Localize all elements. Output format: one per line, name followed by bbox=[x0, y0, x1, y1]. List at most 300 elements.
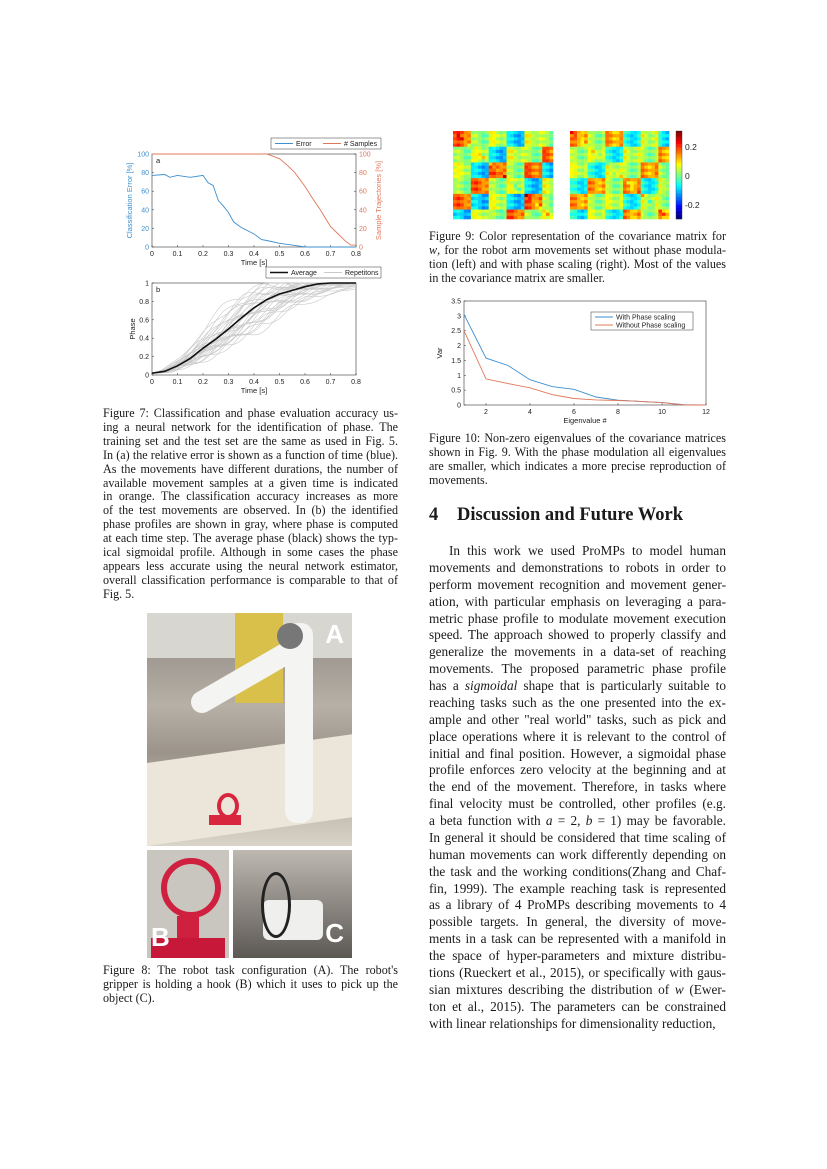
heatmap-right bbox=[570, 131, 669, 219]
heatmap-cell bbox=[609, 178, 613, 181]
heatmap-cell bbox=[662, 213, 666, 216]
heatmap-cell bbox=[499, 156, 503, 159]
heatmap-cell bbox=[489, 188, 493, 191]
heatmap-cell bbox=[598, 184, 602, 187]
colorbar-segment bbox=[676, 182, 682, 184]
heatmap-cell bbox=[662, 144, 666, 147]
heatmap-cell bbox=[634, 213, 638, 216]
heatmap-cell bbox=[655, 137, 659, 140]
heatmap-cell bbox=[598, 144, 602, 147]
heatmap-cell bbox=[521, 188, 525, 191]
heatmap-cell bbox=[641, 178, 645, 181]
heatmap-cell bbox=[460, 213, 464, 216]
heatmap-cell bbox=[503, 144, 507, 147]
heatmap-cell bbox=[612, 134, 616, 137]
heatmap-cell bbox=[605, 210, 609, 213]
heatmap-cell bbox=[542, 137, 546, 140]
heatmap-cell bbox=[616, 188, 620, 191]
heatmap-cell bbox=[574, 140, 578, 143]
heatmap-cell bbox=[598, 140, 602, 143]
heatmap-cell bbox=[474, 184, 478, 187]
y-tick-label: 2.5 bbox=[451, 328, 461, 336]
heatmap-cell bbox=[577, 197, 581, 200]
heatmap-cell bbox=[507, 197, 511, 200]
heatmap-cell bbox=[574, 166, 578, 169]
heatmap-cell bbox=[460, 178, 464, 181]
heatmap-cell bbox=[634, 153, 638, 156]
heatmap-cell bbox=[637, 166, 641, 169]
heatmap-cell bbox=[634, 216, 638, 219]
heatmap-cell bbox=[634, 144, 638, 147]
text-line: ton et al., 2015). The parameters can be constrained bbox=[429, 998, 726, 1014]
heatmap-cell bbox=[665, 172, 669, 175]
heatmap-cell bbox=[532, 166, 536, 169]
heatmap-cell bbox=[453, 140, 457, 143]
heatmap-cell bbox=[577, 166, 581, 169]
heatmap-cell bbox=[464, 194, 468, 197]
heatmap-cell bbox=[595, 137, 599, 140]
heatmap-cell bbox=[549, 131, 553, 134]
text-line: as a library of 4 ProMPs describing movements to 4 bbox=[429, 897, 726, 913]
heatmap-cell bbox=[460, 131, 464, 134]
x-axis-label: Time [s] bbox=[240, 258, 268, 267]
heatmap-cell bbox=[662, 156, 666, 159]
heatmap-cell bbox=[474, 178, 478, 181]
heatmap-cell bbox=[514, 134, 518, 137]
text-line: w, for the robot arm movements set without phase modula- bbox=[429, 242, 726, 257]
heatmap-cell bbox=[467, 203, 471, 206]
heatmap-cell bbox=[474, 150, 478, 153]
heatmap-cell bbox=[528, 175, 532, 178]
heatmap-cell bbox=[627, 175, 631, 178]
heatmap-cell bbox=[496, 159, 500, 162]
colorbar-segment bbox=[676, 197, 682, 199]
heatmap-cell bbox=[539, 216, 543, 219]
heatmap-cell bbox=[510, 137, 514, 140]
heatmap-cell bbox=[457, 200, 461, 203]
heatmap-cell bbox=[641, 156, 645, 159]
heatmap-cell bbox=[658, 213, 662, 216]
heatmap-cell bbox=[532, 137, 536, 140]
heatmap-cell bbox=[485, 206, 489, 209]
text-line: has a sigmoidal shape that is particularly suitable to bbox=[429, 678, 727, 693]
heatmap-cell bbox=[616, 194, 620, 197]
heatmap-cell bbox=[609, 162, 613, 165]
heatmap-cell bbox=[602, 131, 606, 134]
heatmap-cell bbox=[524, 172, 528, 175]
heatmap-cell bbox=[570, 206, 574, 209]
heatmap-cell bbox=[499, 200, 503, 203]
heatmap-cell bbox=[549, 150, 553, 153]
heatmap-cell bbox=[489, 194, 493, 197]
heatmap-cell bbox=[584, 137, 588, 140]
x-tick-label: 0.4 bbox=[249, 251, 259, 258]
heatmap-cell bbox=[467, 210, 471, 213]
heatmap-cell bbox=[535, 144, 539, 147]
heatmap-cell bbox=[485, 140, 489, 143]
heatmap-cell bbox=[605, 134, 609, 137]
heatmap-cell bbox=[637, 194, 641, 197]
heatmap-cell bbox=[588, 178, 592, 181]
heatmap-cell bbox=[602, 134, 606, 137]
heatmap-cell bbox=[539, 178, 543, 181]
heatmap-cell bbox=[528, 140, 532, 143]
heatmap-cell bbox=[535, 191, 539, 194]
y-tick-label: 100 bbox=[137, 151, 149, 159]
heatmap-cell bbox=[574, 150, 578, 153]
heatmap-cell bbox=[595, 153, 599, 156]
heatmap-cell bbox=[574, 210, 578, 213]
heatmap-cell bbox=[630, 188, 634, 191]
heatmap-cell bbox=[612, 188, 616, 191]
heatmap-cell bbox=[496, 188, 500, 191]
heatmap-cell bbox=[542, 197, 546, 200]
heatmap-cell bbox=[641, 144, 645, 147]
heatmap-cell bbox=[581, 166, 585, 169]
heatmap-cell bbox=[662, 216, 666, 219]
heatmap-cell bbox=[655, 150, 659, 153]
heatmap-cell bbox=[637, 147, 641, 150]
heatmap-cell bbox=[517, 203, 521, 206]
heatmap-cell bbox=[539, 137, 543, 140]
heatmap-cell bbox=[602, 156, 606, 159]
heatmap-cell bbox=[665, 131, 669, 134]
heatmap-cell bbox=[514, 162, 518, 165]
heatmap-cell bbox=[492, 178, 496, 181]
heatmap-cell bbox=[609, 191, 613, 194]
heatmap-cell bbox=[577, 188, 581, 191]
heatmap-cell bbox=[485, 200, 489, 203]
heatmap-cell bbox=[485, 166, 489, 169]
heatmap-cell bbox=[539, 153, 543, 156]
heatmap-cell bbox=[648, 166, 652, 169]
heatmap-cell bbox=[665, 203, 669, 206]
heatmap-cell bbox=[507, 131, 511, 134]
heatmap-cell bbox=[605, 147, 609, 150]
colorbar-segment bbox=[676, 206, 682, 208]
heatmap-cell bbox=[598, 213, 602, 216]
heatmap-cell bbox=[546, 194, 550, 197]
heatmap-cell bbox=[591, 203, 595, 206]
heatmap-cell bbox=[464, 162, 468, 165]
heatmap-cell bbox=[630, 172, 634, 175]
heatmap-cell bbox=[485, 216, 489, 219]
heatmap-cell bbox=[532, 172, 536, 175]
heatmap-cell bbox=[471, 131, 475, 134]
heatmap-cell bbox=[474, 144, 478, 147]
heatmap-cell bbox=[570, 144, 574, 147]
heatmap-cell bbox=[517, 169, 521, 172]
heatmap-cell bbox=[478, 153, 482, 156]
text-line: tion (left) and with phase scaling (right). Most of the values bbox=[429, 256, 726, 271]
heatmap-cell bbox=[655, 175, 659, 178]
heatmap-cell bbox=[499, 131, 503, 134]
heatmap-cell bbox=[539, 159, 543, 162]
heatmap-cell bbox=[474, 159, 478, 162]
heatmap-cell bbox=[460, 134, 464, 137]
heatmap-cell bbox=[457, 203, 461, 206]
heatmap-cell bbox=[528, 131, 532, 134]
heatmap-cell bbox=[637, 175, 641, 178]
heatmap-cell bbox=[588, 172, 592, 175]
heatmap-cell bbox=[521, 172, 525, 175]
heatmap-cell bbox=[489, 159, 493, 162]
heatmap-cell bbox=[514, 166, 518, 169]
heatmap-cell bbox=[658, 175, 662, 178]
heatmap-cell bbox=[584, 153, 588, 156]
heatmap-cell bbox=[620, 147, 624, 150]
text-line: are smaller, which indicates a more precise reproduction of bbox=[429, 458, 726, 473]
heatmap-cell bbox=[627, 131, 631, 134]
heatmap-cell bbox=[510, 203, 514, 206]
heatmap-cell bbox=[499, 134, 503, 137]
heatmap-cell bbox=[612, 166, 616, 169]
heatmap-cell bbox=[577, 169, 581, 172]
heatmap-cell bbox=[595, 200, 599, 203]
heatmap-cell bbox=[620, 131, 624, 134]
heatmap-cell bbox=[546, 166, 550, 169]
heatmap-cell bbox=[503, 150, 507, 153]
heatmap-cell bbox=[627, 153, 631, 156]
heatmap-cell bbox=[630, 213, 634, 216]
heatmap-cell bbox=[598, 150, 602, 153]
heatmap-cell bbox=[492, 134, 496, 137]
heatmap-cell bbox=[609, 184, 613, 187]
heatmap-cell bbox=[574, 200, 578, 203]
heatmap-cell bbox=[532, 194, 536, 197]
heatmap-cell bbox=[496, 134, 500, 137]
heatmap-cell bbox=[460, 169, 464, 172]
heatmap-cell bbox=[574, 194, 578, 197]
heatmap-cell bbox=[570, 169, 574, 172]
heatmap-cell bbox=[521, 153, 525, 156]
heatmap-cell bbox=[655, 131, 659, 134]
heatmap-cell bbox=[630, 191, 634, 194]
heatmap-cell bbox=[602, 200, 606, 203]
heatmap-cell bbox=[644, 134, 648, 137]
heatmap-cell bbox=[546, 144, 550, 147]
heatmap-cell bbox=[546, 203, 550, 206]
heatmap-cell bbox=[581, 169, 585, 172]
heatmap-cell bbox=[478, 166, 482, 169]
heatmap-cell bbox=[612, 140, 616, 143]
heatmap-cell bbox=[598, 203, 602, 206]
heatmap-cell bbox=[492, 156, 496, 159]
heatmap-cell bbox=[574, 216, 578, 219]
heatmap-cell bbox=[588, 156, 592, 159]
heatmap-cell bbox=[630, 203, 634, 206]
heatmap-cell bbox=[485, 188, 489, 191]
heatmap-cell bbox=[637, 169, 641, 172]
text-line: of the test movements are observed. In (b) the identified bbox=[103, 503, 398, 518]
heatmap-cell bbox=[478, 184, 482, 187]
heatmap-cell bbox=[499, 210, 503, 213]
heatmap-cell bbox=[644, 181, 648, 184]
heatmap-cell bbox=[598, 131, 602, 134]
heatmap-cell bbox=[496, 210, 500, 213]
heatmap-cell bbox=[570, 216, 574, 219]
heatmap-cell bbox=[471, 140, 475, 143]
colorbar-segment bbox=[676, 157, 682, 159]
x-tick-label: 0.2 bbox=[198, 379, 208, 386]
heatmap-cell bbox=[485, 184, 489, 187]
heatmap-cell bbox=[662, 140, 666, 143]
heatmap-cell bbox=[584, 140, 588, 143]
heatmap-cell bbox=[510, 140, 514, 143]
heatmap-cell bbox=[453, 131, 457, 134]
heatmap-cell bbox=[478, 162, 482, 165]
heatmap-cell bbox=[489, 134, 493, 137]
heatmap-cell bbox=[482, 131, 486, 134]
heatmap-cell bbox=[524, 156, 528, 159]
heatmap-cell bbox=[532, 210, 536, 213]
heatmap-cell bbox=[489, 144, 493, 147]
section-title: Discussion and Future Work bbox=[457, 505, 684, 525]
heatmap-cell bbox=[616, 210, 620, 213]
heatmap-cell bbox=[612, 144, 616, 147]
heatmap-cell bbox=[535, 210, 539, 213]
heatmap-cell bbox=[464, 210, 468, 213]
heatmap-cell bbox=[620, 159, 624, 162]
heatmap-cell bbox=[546, 175, 550, 178]
heatmap-cell bbox=[581, 137, 585, 140]
heatmap-cell bbox=[588, 144, 592, 147]
heatmap-cell bbox=[485, 178, 489, 181]
heatmap-cell bbox=[464, 134, 468, 137]
heatmap-cell bbox=[528, 210, 532, 213]
colorbar-segment bbox=[676, 168, 682, 170]
heatmap-cell bbox=[602, 169, 606, 172]
heatmap-cell bbox=[457, 153, 461, 156]
heatmap-cell bbox=[620, 166, 624, 169]
y-tick-label: 1 bbox=[457, 372, 461, 380]
heatmap-cell bbox=[503, 159, 507, 162]
heatmap-cell bbox=[662, 162, 666, 165]
heatmap-cell bbox=[503, 210, 507, 213]
heatmap-cell bbox=[641, 206, 645, 209]
heatmap-cell bbox=[492, 131, 496, 134]
heatmap-cell bbox=[514, 200, 518, 203]
heatmap-cell bbox=[471, 184, 475, 187]
heatmap-cell bbox=[616, 159, 620, 162]
heatmap-cell bbox=[577, 156, 581, 159]
text-line: phase profiles are shown in gray, where phase is computed bbox=[103, 517, 398, 532]
colorbar-segment bbox=[676, 212, 682, 214]
heatmap-cell bbox=[637, 156, 641, 159]
heatmap-cell bbox=[665, 156, 669, 159]
heatmap-cell bbox=[637, 134, 641, 137]
heatmap-cell bbox=[637, 200, 641, 203]
heatmap-cell bbox=[602, 144, 606, 147]
heatmap-cell bbox=[485, 162, 489, 165]
heatmap-cell bbox=[478, 169, 482, 172]
heatmap-cell bbox=[605, 184, 609, 187]
heatmap-cell bbox=[467, 213, 471, 216]
heatmap-cell bbox=[637, 210, 641, 213]
x-tick-label: 0.3 bbox=[223, 251, 234, 258]
heatmap-cell bbox=[492, 188, 496, 191]
heatmap-cell bbox=[598, 147, 602, 150]
heatmap-cell bbox=[609, 216, 613, 219]
heatmap-cell bbox=[471, 137, 475, 140]
heatmap-cell bbox=[605, 188, 609, 191]
heatmap-cell bbox=[574, 181, 578, 184]
heatmap-cell bbox=[602, 181, 606, 184]
heatmap-cell bbox=[651, 147, 655, 150]
heatmap-cell bbox=[602, 178, 606, 181]
text-line: sian mixtures describing the distribution of w (Ewer- bbox=[429, 981, 726, 997]
heatmap-cell bbox=[467, 150, 471, 153]
heatmap-cell bbox=[641, 162, 645, 165]
heatmap-cell bbox=[644, 137, 648, 140]
heatmap-cell bbox=[535, 169, 539, 172]
heatmap-cell bbox=[662, 188, 666, 191]
heatmap-cell bbox=[492, 206, 496, 209]
heatmap-cell bbox=[612, 153, 616, 156]
heatmap-cell bbox=[510, 194, 514, 197]
heatmap-cell bbox=[474, 197, 478, 200]
heatmap-cell bbox=[658, 137, 662, 140]
heatmap-cell bbox=[570, 203, 574, 206]
heatmap-cell bbox=[658, 197, 662, 200]
heatmap-cell bbox=[655, 134, 659, 137]
heatmap-cell bbox=[521, 184, 525, 187]
x-tick-label: 0.5 bbox=[274, 379, 285, 386]
heatmap-cell bbox=[662, 150, 666, 153]
heatmap-cell bbox=[489, 178, 493, 181]
text-line: the task and the working conditions(Zhang and Chaf- bbox=[429, 863, 726, 879]
heatmap-cell bbox=[623, 210, 627, 213]
colorbar-segment bbox=[676, 155, 682, 157]
heatmap-cell bbox=[609, 210, 613, 213]
heatmap-cell bbox=[524, 140, 528, 143]
heatmap-cell bbox=[521, 194, 525, 197]
heatmap-cell bbox=[570, 150, 574, 153]
heatmap-cell bbox=[605, 169, 609, 172]
heatmap-cell bbox=[457, 131, 461, 134]
figure10-chart bbox=[420, 290, 730, 430]
heatmap-cell bbox=[507, 194, 511, 197]
y-tick-label: 0.2 bbox=[139, 354, 149, 362]
heatmap-cell bbox=[570, 156, 574, 159]
heatmap-cell bbox=[605, 206, 609, 209]
heatmap-cell bbox=[591, 137, 595, 140]
heatmap-cell bbox=[471, 144, 475, 147]
heatmap-cell bbox=[655, 153, 659, 156]
heatmap-cell bbox=[507, 213, 511, 216]
heatmap-cell bbox=[542, 166, 546, 169]
heatmap-cell bbox=[637, 172, 641, 175]
heatmap-cell bbox=[658, 194, 662, 197]
heatmap-cell bbox=[588, 147, 592, 150]
heatmap-cell bbox=[517, 140, 521, 143]
heatmap-cell bbox=[623, 184, 627, 187]
heatmap-cell bbox=[464, 191, 468, 194]
heatmap-cell bbox=[474, 181, 478, 184]
heatmap-cell bbox=[588, 150, 592, 153]
heatmap-cell bbox=[507, 175, 511, 178]
heatmap-cell bbox=[510, 172, 514, 175]
heatmap-cell bbox=[595, 213, 599, 216]
heatmap-cell bbox=[623, 147, 627, 150]
heatmap-cell bbox=[595, 175, 599, 178]
heatmap-cell bbox=[453, 147, 457, 150]
heatmap-cell bbox=[591, 200, 595, 203]
heatmap-cell bbox=[634, 172, 638, 175]
heatmap-cell bbox=[496, 153, 500, 156]
heatmap-cell bbox=[532, 156, 536, 159]
heatmap-cell bbox=[595, 172, 599, 175]
